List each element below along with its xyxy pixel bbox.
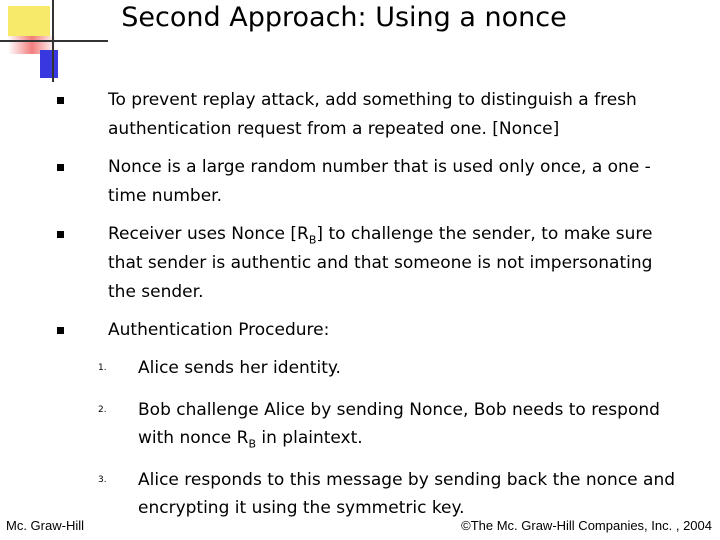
bullet-text: Authentication Procedure: xyxy=(108,320,330,340)
square-bullet-icon xyxy=(57,231,64,238)
procedure-step xyxy=(0,354,678,382)
step-text-start: Bob challenge Alice by sending Nonce, Bob needs to respond with nonce R xyxy=(138,400,660,448)
bullet-item xyxy=(0,316,668,345)
bullet-item xyxy=(0,86,668,144)
bullet-text-end: ] to challenge the sender, to make sure that sender is authentic and that someone is not impersonating the sender. xyxy=(108,224,653,302)
procedure-steps xyxy=(0,354,720,522)
square-bullet-icon xyxy=(57,164,64,171)
step-subscript: B xyxy=(248,437,256,451)
procedure-step xyxy=(0,466,678,522)
bullet-item xyxy=(0,220,668,307)
step-text-end: in plaintext. xyxy=(256,428,363,448)
corner-logo-icon xyxy=(0,0,110,82)
step-text: Alice sends her identity. xyxy=(138,358,341,378)
slide-content xyxy=(0,86,720,536)
logo-blue-square xyxy=(40,50,58,78)
bullet-text: To prevent replay attack, add something to distinguish a fresh authentication request from a repeated one. [Nonce] xyxy=(108,90,637,139)
step-number: 3. xyxy=(98,475,107,485)
step-number: 1. xyxy=(98,363,107,373)
bullet-subscript: B xyxy=(308,233,317,247)
step-number: 2. xyxy=(98,405,107,415)
bullet-item xyxy=(0,153,668,211)
logo-yellow-square xyxy=(8,6,50,38)
bullet-text: Nonce is a large random number that is used only once, a one -time number. xyxy=(108,157,651,206)
logo-horizontal-line xyxy=(0,40,108,42)
square-bullet-icon xyxy=(57,327,64,334)
footer-publisher: Mc. Graw-Hill xyxy=(6,518,84,533)
slide-title: Second Approach: Using a nonce xyxy=(121,2,567,33)
square-bullet-icon xyxy=(57,97,64,104)
step-text: Alice responds to this message by sending back the nonce and encrypting it using the symmetric key. xyxy=(138,470,676,518)
bullet-text-start: Receiver uses Nonce [R xyxy=(108,224,309,244)
procedure-step xyxy=(0,396,678,452)
footer-copyright: ©The Mc. Graw-Hill Companies, Inc. , 2004 xyxy=(461,518,712,533)
